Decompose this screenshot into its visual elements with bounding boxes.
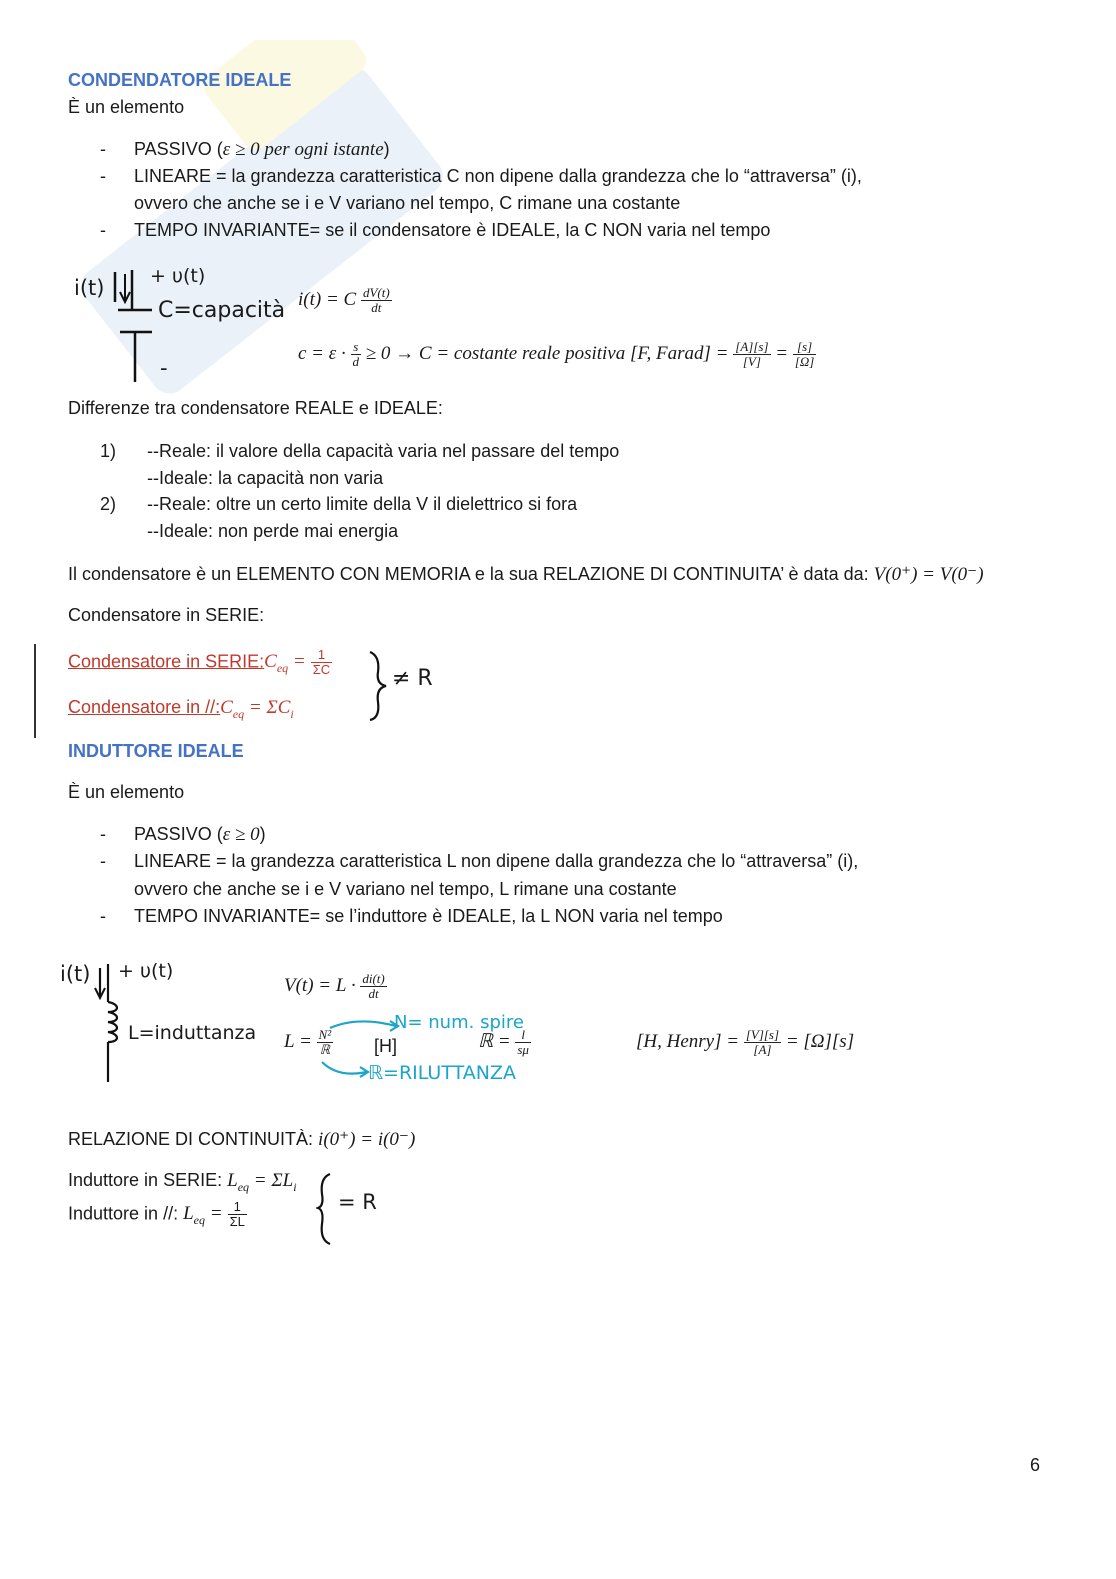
ind-equation-inductance: L = $\frac{\text{N²}}{\text{ℝ}}$ xyxy=(284,1027,332,1057)
ind-continuity: RELAZIONE DI CONTINUITÀ: i(0⁺) = i(0⁻) xyxy=(68,1129,416,1150)
ind-note-riluttanza: ℝ=RILUTTANZA xyxy=(368,1062,516,1084)
cap-sketch-current: i(t) xyxy=(74,276,105,300)
cap-bullet-passivo: - PASSIVO (ε ≥ 0 per ogni istante) xyxy=(100,139,390,160)
ind-bullet-lineare-cont: ovvero che anche se i e V variano nel tempo, L rimane una costante xyxy=(134,879,677,899)
cap-diff-2: 2) --Reale: oltre un certo limite della V il dielettrico si fora xyxy=(100,494,578,514)
cap-diff-2b: --Ideale: non perde mai energia xyxy=(147,521,399,541)
cap-series-formula: Condensatore in $SERIE:C_{eq}$ = $\frac{1}{\Sigma C}$ xyxy=(68,647,331,677)
ind-bullet-passivo: - PASSIVO (ε ≥ 0) xyxy=(100,824,266,845)
margin-change-bar xyxy=(34,644,36,738)
ind-note-spire: N= num. spire xyxy=(394,1012,524,1033)
cap-equation-current: i(t) = C $\frac{dV(t)}{dt}$ xyxy=(298,285,390,315)
cap-parallel-formula: Condensatore in $//:C_{eq} = \Sigma C_i$ xyxy=(68,697,294,721)
cap-bullet-tempo: - TEMPO INVARIANTE= se il condensatore è IDEALE, la C NON varia nel tempo xyxy=(100,220,771,240)
ind-unit-henry: [H] xyxy=(374,1036,398,1056)
ind-brace-note: = R xyxy=(338,1190,377,1214)
cap-heading: CONDENDATORE IDEALE xyxy=(68,70,292,90)
cap-bullet-lineare-cont: ovvero che anche se i e V variano nel tempo, C rimane una costante xyxy=(134,193,681,213)
cap-intro: È un elemento xyxy=(68,97,185,117)
cap-memory: Il condensatore è un ELEMENTO CON MEMORIA e la sua RELAZIONE DI CONTINUITA’ è data da: V(0⁺) = V(0⁻) xyxy=(68,564,984,585)
ind-parallel-formula: Induttore in //: $L_{eq}$ = $\frac{1}{\Sigma L}$ xyxy=(68,1199,245,1229)
ind-series-formula: Induttore in SERIE: $L_{eq} = \Sigma L_i$ xyxy=(68,1170,297,1194)
cap-sketch-label: C=capacità xyxy=(158,298,286,323)
page-number: 6 xyxy=(1030,1455,1041,1475)
cap-equation-capacity: c = ε · $\frac{s}{d}$ ≥ 0 → C = costante reale positiva [F, Farad] = $\frac{[A][s]}{[V]}$ = $\frac{[s]}{[\Omega]}$ xyxy=(298,339,815,369)
cap-diff-1b: --Ideale: la capacità non varia xyxy=(147,468,384,488)
cap-bullet-lineare: - LINEARE = la grandezza caratteristica C non dipene dalla grandezza che lo “attraversa” (i), xyxy=(100,166,862,186)
ind-sketch-current: i(t) xyxy=(60,962,91,986)
ind-intro: È un elemento xyxy=(68,782,185,802)
ind-sketch-label: L=induttanza xyxy=(128,1022,257,1044)
ind-equation-reluctance: ℝ = $\frac{l}{s\mu}$ xyxy=(478,1027,529,1057)
ind-sketch-voltage: + υ(t) xyxy=(118,960,174,982)
cap-brace-note: ≠ R xyxy=(392,666,433,691)
ind-henry-units: [H, Henry] = $\frac{[V][s]}{[A]}$ = [Ω][s] xyxy=(636,1027,855,1057)
cap-sketch-voltage: + υ(t) xyxy=(150,265,206,287)
ind-bullet-tempo: - TEMPO INVARIANTE= se l’induttore è IDEALE, la L NON varia nel tempo xyxy=(100,906,723,926)
cap-diff-title: Differenze tra condensatore REALE e IDEALE: xyxy=(68,398,443,418)
cap-brace xyxy=(364,648,394,724)
cap-sketch-minus: - xyxy=(160,356,168,380)
cap-series-title: Condensatore in SERIE: xyxy=(68,605,265,625)
ind-heading: INDUTTORE IDEALE xyxy=(68,741,244,761)
ind-equation-voltage: V(t) = L · $\frac{di(t)}{dt}$ xyxy=(284,971,385,1001)
cap-diff-1: 1) --Reale: il valore della capacità varia nel passare del tempo xyxy=(100,441,620,461)
ind-bullet-lineare: - LINEARE = la grandezza caratteristica L non dipene dalla grandezza che lo “attraversa” (i), xyxy=(100,851,859,871)
